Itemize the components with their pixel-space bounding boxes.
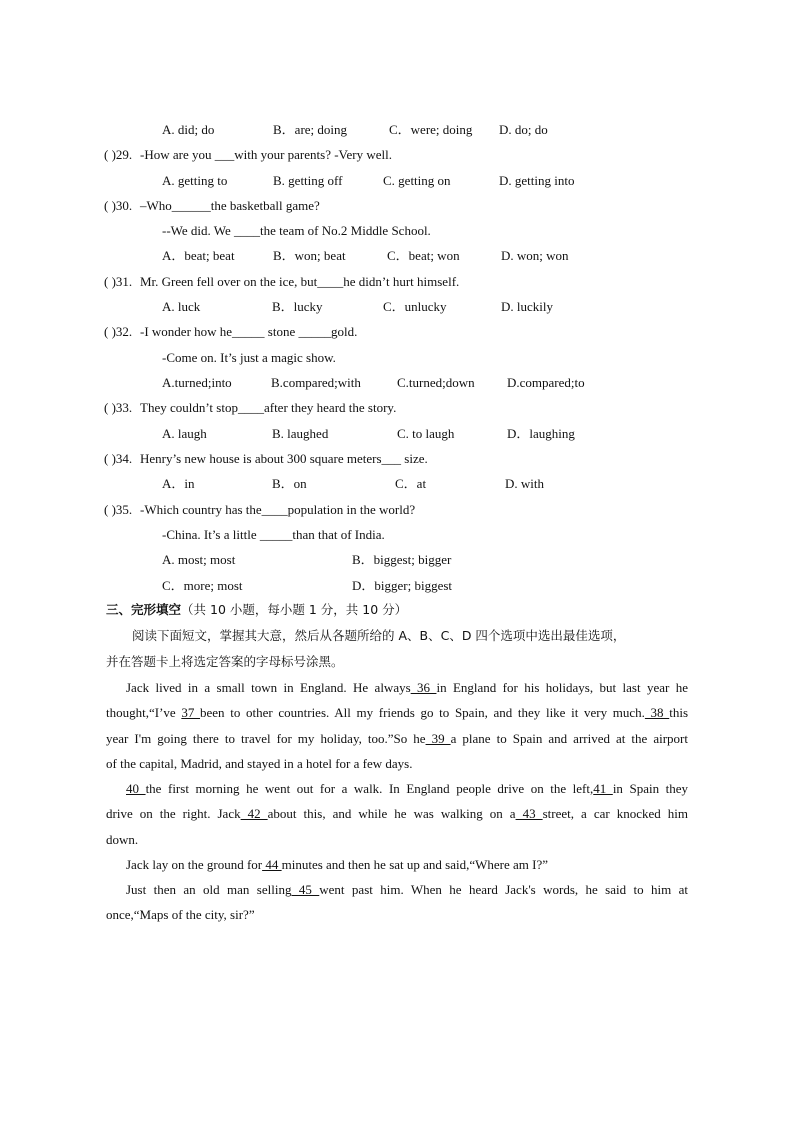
passage-text: this — [669, 705, 689, 721]
passage-text: Jack lived in a small town in England. He always — [126, 680, 411, 695]
q29-stem: -How are you ___with your parents? -Very well. — [140, 147, 392, 162]
passage-text: once,“Maps of the city, sir?” — [106, 907, 255, 923]
passage-text: street, a car knocked him — [542, 806, 688, 822]
q35-extra: -China. It’s a little _____than that of India. — [162, 527, 385, 542]
q29-option-b: B. getting off — [273, 173, 343, 188]
passage-text: about this, and while he was walking on a — [267, 806, 516, 822]
q32-stem: -I wonder how he_____ stone _____gold. — [140, 324, 358, 339]
passage-text: down. — [106, 831, 139, 847]
passage-text: of the capital, Madrid, and stayed in a hotel for a few days. — [106, 756, 413, 772]
passage-paragraph-2 — [106, 776, 688, 852]
blank-43: 43 — [515, 806, 543, 822]
passage-line — [106, 751, 688, 776]
passage-text: minutes and then he sat up and said,“Where am I?” — [281, 857, 549, 872]
q30-option-d: D. won; won — [501, 248, 569, 263]
passage-line — [106, 877, 688, 902]
q29-number: ( )29. — [104, 147, 133, 162]
q32-option-c: C.turned;down — [397, 375, 475, 390]
q31-option-c: C．unlucky — [383, 299, 447, 314]
q30-extra: --We did. We ____the team of No.2 Middle School. — [162, 223, 431, 238]
passage-line — [106, 675, 688, 700]
q32-extra: -Come on. It’s just a magic show. — [162, 350, 336, 365]
passage-paragraph-1 — [106, 675, 688, 777]
blank-37: 37 — [181, 705, 201, 721]
q32-number: ( )32. — [104, 324, 133, 339]
q35-option-a: A. most; most — [162, 552, 236, 567]
q31-stem: Mr. Green fell over on the ice, but____he didn’t hurt himself. — [140, 274, 460, 289]
q35-option-d: D．bigger; biggest — [352, 578, 453, 593]
passage-paragraph-4 — [106, 877, 688, 928]
q30-option-c: C．beat; won — [387, 248, 460, 263]
q35-stem: -Which country has the____population in the world? — [140, 502, 416, 517]
passage-line — [106, 902, 688, 927]
q32-option-d: D.compared;to — [507, 375, 585, 390]
blank-39: 39 — [425, 730, 451, 746]
q30-option-a: A．beat; beat — [162, 248, 235, 263]
section3-title: 三、完形填空 — [106, 602, 182, 617]
q30-option-b: B．won; beat — [273, 248, 346, 263]
q30-stem: –Who______the basketball game? — [140, 198, 320, 213]
q28-option-d: D. do; do — [499, 122, 548, 137]
passage-paragraph-3 — [106, 852, 688, 877]
blank-44: 44 — [262, 857, 282, 872]
section3-heading — [106, 602, 407, 618]
passage-text: thought,“I’ve — [106, 705, 182, 721]
q34-number: ( )34. — [104, 451, 133, 466]
passage-line — [106, 776, 688, 801]
passage-text: went past him. When he heard Jack's words, he said to him at — [319, 882, 688, 897]
q28-option-c: C．were; doing — [389, 122, 473, 137]
q29-option-a: A. getting to — [162, 173, 228, 188]
q31-option-a: A. luck — [162, 299, 201, 314]
q35-number: ( )35. — [104, 502, 133, 517]
q33-number: ( )33. — [104, 400, 133, 415]
blank-41: 41 — [593, 781, 613, 796]
q28-option-a: A. did; do — [162, 122, 215, 137]
section3-instruction-line1: 阅读下面短文，掌握其大意，然后从各题所给的 A、B、C、D 四个选项中选出最佳选项， — [132, 628, 626, 643]
q34-option-b: B．on — [272, 476, 307, 491]
q35-option-b: B．biggest; bigger — [352, 552, 452, 567]
passage-text: been to other countries. All my friends go to Spain, and they like it very much. — [200, 705, 645, 721]
q29-option-d: D. getting into — [499, 173, 575, 188]
q32-option-a: A.turned;into — [162, 375, 232, 390]
passage-text: drive on the right. Jack — [106, 806, 241, 822]
q32-option-b: B.compared;with — [271, 375, 361, 390]
q31-option-b: B．lucky — [272, 299, 323, 314]
q33-option-a: A. laugh — [162, 426, 207, 441]
passage-text: in England for his holidays, but last year he — [436, 680, 688, 695]
passage-line — [106, 700, 688, 725]
passage-text: year I'm going there to travel for my holiday, too.”So he — [106, 730, 426, 746]
q34-option-c: C．at — [395, 476, 427, 491]
q33-option-d: D．laughing — [507, 426, 575, 441]
q29-option-c: C. getting on — [383, 173, 451, 188]
blank-42: 42 — [240, 806, 268, 822]
q34-option-d: D. with — [505, 476, 544, 491]
passage-text: in Spain they — [612, 781, 689, 796]
blank-40: 40 — [126, 781, 146, 796]
q33-option-c: C. to laugh — [397, 426, 455, 441]
section3-note: （共 10 小题，每小题 1 分，共 10 分） — [181, 602, 408, 617]
blank-36: 36 — [410, 680, 437, 695]
blank-38: 38 — [644, 705, 670, 721]
passage-line — [106, 801, 688, 826]
q31-option-d: D. luckily — [501, 299, 553, 314]
q34-stem: Henry’s new house is about 300 square meters___ size. — [140, 451, 428, 466]
q33-stem: They couldn’t stop____after they heard the story. — [140, 400, 397, 415]
q33-option-b: B. laughed — [272, 426, 329, 441]
passage-text: the first morning he went out for a walk. In England people drive on the left, — [145, 781, 594, 796]
q35-option-c: C．more; most — [162, 578, 243, 593]
blank-45: 45 — [291, 882, 320, 897]
passage-line — [106, 852, 688, 877]
passage-text: Just then an old man selling — [126, 882, 292, 897]
passage-line — [106, 827, 688, 852]
passage-text: Jack lay on the ground for — [126, 857, 263, 872]
passage-line — [106, 726, 688, 751]
q34-option-a: A．in — [162, 476, 195, 491]
passage-text: a plane to Spain and arrived at the airport — [450, 730, 688, 746]
section3-instruction-line2: 并在答题卡上将选定答案的字母标号涂黑。 — [106, 654, 344, 669]
q28-option-b: B．are; doing — [273, 122, 348, 137]
q31-number: ( )31. — [104, 274, 133, 289]
q30-number: ( )30. — [104, 198, 133, 213]
